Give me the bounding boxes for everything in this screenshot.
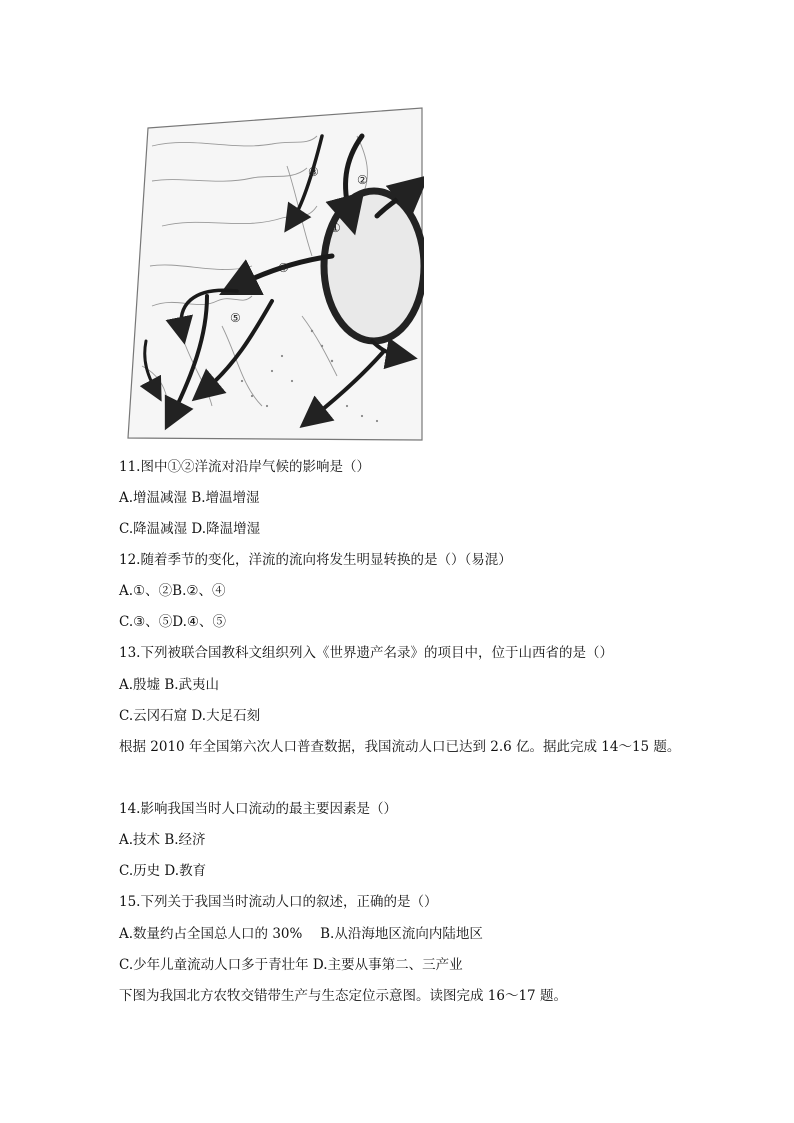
question-14-options-cd: C.历史 D.教育 [119,863,207,879]
gyre-circle [324,191,424,341]
question-14-stem: 14.影响我国当时人口流动的最主要因素是（） [119,801,397,817]
question-15-options-cd: C.少年儿童流动人口多于青壮年 D.主要从事第二、三产业 [119,957,463,973]
question-15-options-ab: A.数量约占全国总人口的 30% B.从沿海地区流向内陆地区 [119,926,483,942]
question-13-options-cd: C.云冈石窟 D.大足石刻 [119,708,261,724]
question-11-stem: 11.图中①②洋流对沿岸气候的影响是（） [119,459,370,475]
question-15-stem: 15.下列关于我国当时流动人口的叙述，正确的是（） [119,894,438,910]
passage-14-15: 根据 2010 年全国第六次人口普查数据，我国流动人口已达到 2.6 亿。据此完成 14～15 题。 [119,739,681,755]
map-label-4: ④ [278,261,289,275]
ocean-current-map [122,106,424,442]
map-label-5: ⑤ [230,311,241,325]
question-13-stem: 13.下列被联合国教科文组织列入《世界遗产名录》的项目中，位于山西省的是（） [119,645,613,661]
question-12-stem: 12.随着季节的变化，洋流的流向将发生明显转换的是（）（易混） [119,552,512,568]
map-label-2: ② [357,173,368,187]
question-14-options-ab: A.技术 B.经济 [119,832,206,848]
map-label-3: ③ [308,165,319,179]
question-13-options-ab: A.殷墟 B.武夷山 [119,677,220,693]
question-11-options-ab: A.增温减湿 B.增温增湿 [119,490,260,506]
map-label-1: ① [330,221,341,235]
question-11-options-cd: C.降温减湿 D.降温增湿 [119,521,261,537]
question-12-options-cd: C.③、⑤D.④、⑤ [119,614,226,630]
question-12-options-ab: A.①、②B.②、④ [119,583,226,599]
passage-16-17: 下图为我国北方农牧交错带生产与生态定位示意图。读图完成 16～17 题。 [119,988,567,1004]
